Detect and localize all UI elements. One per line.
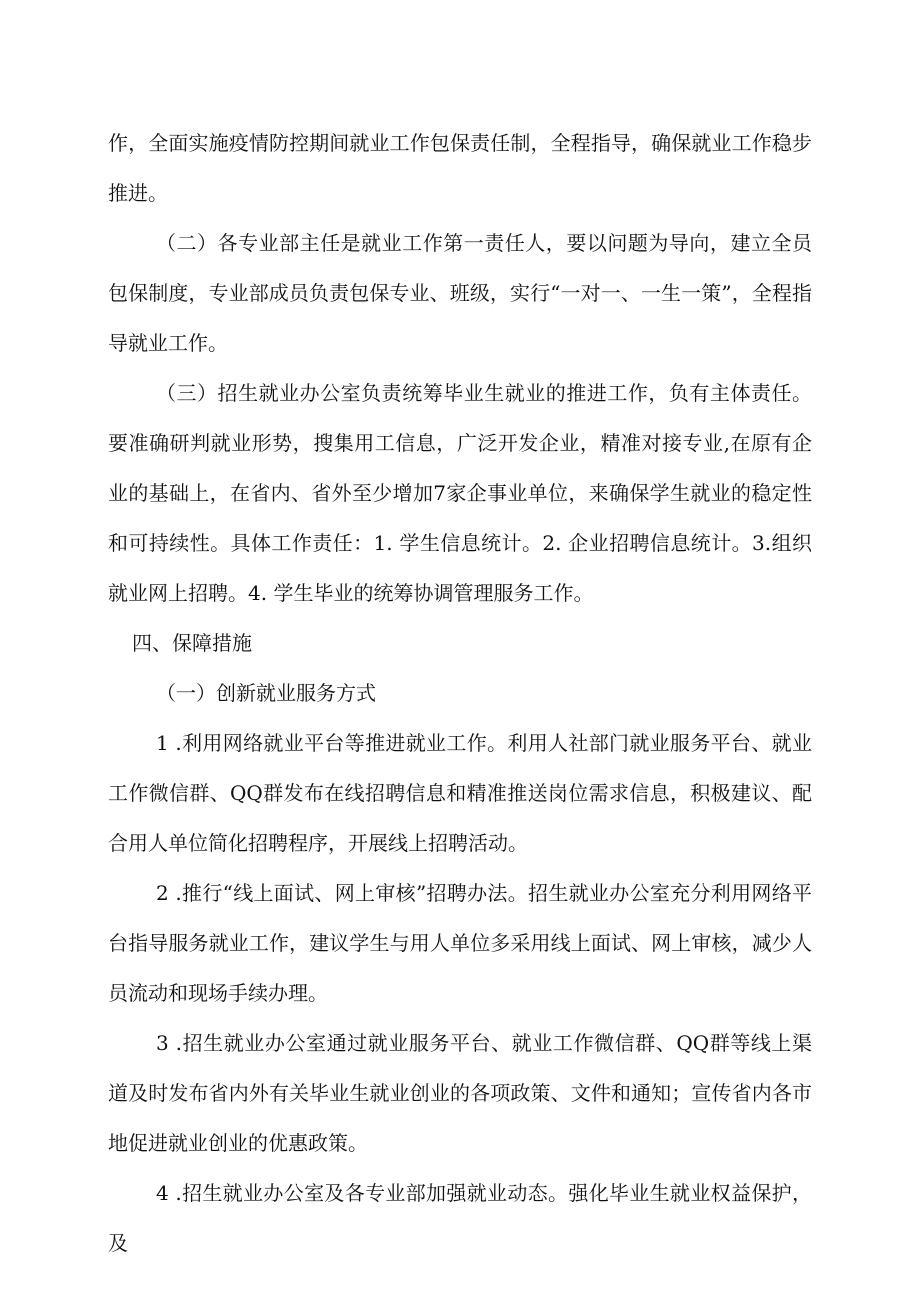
subsection-heading: （一）创新就业服务方式	[156, 681, 376, 705]
paragraph-item-2: （二）各专业部主任是就业工作第一责任人，要以问题为导向，建立全员包保制度，专业部成员负责包保专业、班级，实行“一对一、一生一策”，全程指导就业工作。	[108, 231, 812, 355]
list-item-3: 3 .招生就业办公室通过就业服务平台、就业工作微信群、QQ群等线上渠道及时发布省内外有关毕业生就业创业的各项政策、文件和通知；宣传省内各市地促进就业创业的优惠政策。	[108, 1031, 812, 1155]
list-item-2: 2 .推行“线上面试、网上审核”招聘办法。招生就业办公室充分利用网络平台指导服务就业工作，建议学生与用人单位多采用线上面试、网上审核，减少人员流动和现场手续办理。	[108, 881, 812, 1005]
paragraph-continuation: 作，全面实施疫情防控期间就业工作包保责任制，全程指导，确保就业工作稳步推进。	[108, 131, 812, 205]
paragraph-item-3: （三）招生就业办公室负责统筹毕业生就业的推进工作，负有主体责任。要准确研判就业形势，搜集用工信息，广泛开发企业，精准对接专业,在原有企业的基础上，在省内、省外至少增加7家企事业单位，来确保学生就业的稳定性和可持续性。具体工作责任：1. 学生信息统计。2. 企业招聘信息统计。3.组织就业网上招聘。4. 学生毕业的统筹协调管理服务工作。	[108, 381, 812, 605]
list-item-1: 1 .利用网络就业平台等推进就业工作。利用人社部门就业服务平台、就业工作微信群、QQ群发布在线招聘信息和精准推送岗位需求信息，积极建议、配合用人单位简化招聘程序，开展线上招聘活动。	[108, 731, 812, 855]
list-item-4: 4 .招生就业办公室及各专业部加强就业动态。强化毕业生就业权益保护，及	[108, 1181, 812, 1255]
section-heading: 四、保障措施	[132, 631, 252, 655]
document-body	[108, 118, 812, 1268]
